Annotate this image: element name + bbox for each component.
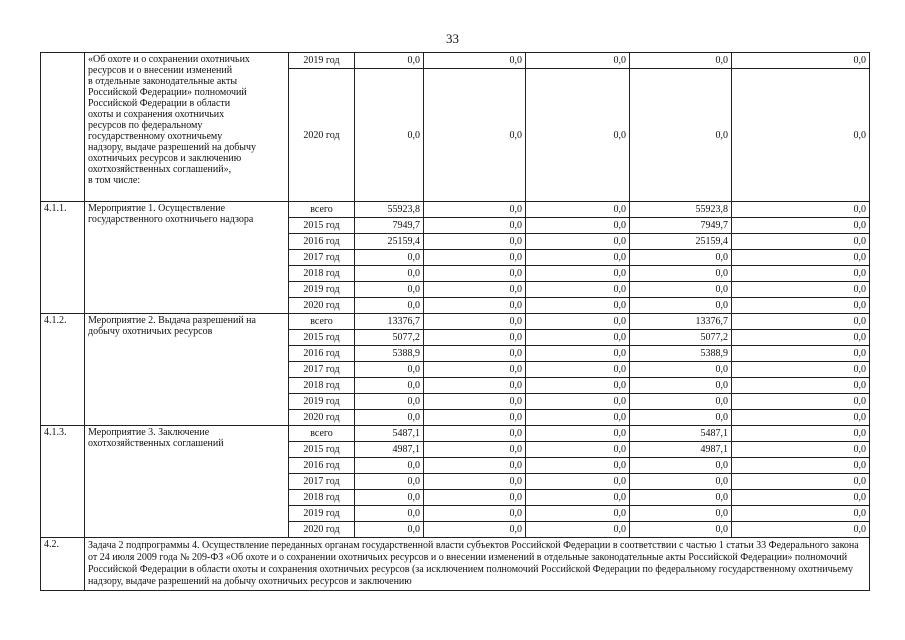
value-cell: 0,0	[732, 426, 870, 442]
value-cell: 4987,1	[355, 442, 424, 458]
year-cell: 2020 год	[289, 298, 355, 314]
value-cell: 0,0	[630, 250, 732, 266]
value-cell: 0,0	[732, 362, 870, 378]
budget-table	[40, 52, 870, 591]
value-cell: 0,0	[732, 69, 870, 202]
value-cell: 0,0	[732, 234, 870, 250]
year-cell: 2018 год	[289, 266, 355, 282]
year-cell: 2018 год	[289, 378, 355, 394]
value-cell: 0,0	[424, 330, 526, 346]
value-cell: 5388,9	[355, 346, 424, 362]
value-cell: 0,0	[526, 442, 630, 458]
year-cell: 2019 год	[289, 282, 355, 298]
value-cell: 0,0	[630, 458, 732, 474]
value-cell: 0,0	[355, 490, 424, 506]
year-cell: всего	[289, 202, 355, 218]
year-cell: всего	[289, 314, 355, 330]
value-cell: 0,0	[732, 506, 870, 522]
value-cell: 0,0	[732, 490, 870, 506]
year-cell: 2015 год	[289, 442, 355, 458]
value-cell: 0,0	[526, 218, 630, 234]
value-cell: 0,0	[355, 474, 424, 490]
measure-title: Мероприятие 2. Выдача разрешений на добычу охотничьих ресурсов	[85, 314, 289, 426]
value-cell: 0,0	[526, 234, 630, 250]
year-cell: 2017 год	[289, 250, 355, 266]
year-cell: всего	[289, 426, 355, 442]
value-cell: 0,0	[424, 474, 526, 490]
value-cell: 0,0	[526, 69, 630, 202]
value-cell: 0,0	[630, 474, 732, 490]
year-cell: 2019 год	[289, 394, 355, 410]
value-cell: 0,0	[424, 250, 526, 266]
year-cell: 2015 год	[289, 330, 355, 346]
measure-title: Мероприятие 1. Осуществление государственного охотничьего надзора	[85, 202, 289, 314]
table-row	[41, 53, 870, 69]
value-cell: 0,0	[424, 490, 526, 506]
value-cell: 0,0	[355, 394, 424, 410]
value-cell: 13376,7	[355, 314, 424, 330]
year-cell: 2019 год	[289, 506, 355, 522]
value-cell: 0,0	[526, 474, 630, 490]
table-row	[41, 202, 870, 218]
value-cell: 0,0	[424, 266, 526, 282]
value-cell: 0,0	[355, 266, 424, 282]
value-cell: 0,0	[732, 266, 870, 282]
value-cell: 0,0	[630, 490, 732, 506]
value-cell: 0,0	[424, 394, 526, 410]
measure-index: 4.1.2.	[41, 314, 85, 426]
value-cell: 0,0	[630, 378, 732, 394]
value-cell: 0,0	[630, 506, 732, 522]
value-cell: 0,0	[526, 202, 630, 218]
value-cell: 7949,7	[630, 218, 732, 234]
value-cell: 0,0	[526, 362, 630, 378]
year-cell: 2015 год	[289, 218, 355, 234]
task-index: 4.2.	[41, 538, 85, 591]
value-cell: 0,0	[526, 282, 630, 298]
year-cell: 2020 год	[289, 69, 355, 202]
value-cell: 7949,7	[355, 218, 424, 234]
value-cell: 0,0	[355, 298, 424, 314]
value-cell: 0,0	[732, 378, 870, 394]
year-cell: 2019 год	[289, 53, 355, 69]
value-cell: 0,0	[630, 410, 732, 426]
value-cell: 25159,4	[355, 234, 424, 250]
value-cell: 0,0	[630, 282, 732, 298]
page-number: 33	[446, 31, 459, 46]
value-cell: 0,0	[355, 362, 424, 378]
value-cell: 0,0	[630, 394, 732, 410]
value-cell: 0,0	[424, 69, 526, 202]
value-cell: 0,0	[732, 250, 870, 266]
value-cell: 0,0	[732, 202, 870, 218]
value-cell: 0,0	[424, 218, 526, 234]
value-cell: 55923,8	[355, 202, 424, 218]
value-cell: 0,0	[355, 506, 424, 522]
value-cell: 4987,1	[630, 442, 732, 458]
value-cell: 0,0	[732, 314, 870, 330]
value-cell: 0,0	[355, 69, 424, 202]
value-cell: 0,0	[526, 314, 630, 330]
index-cell	[41, 53, 85, 202]
value-cell: 0,0	[526, 426, 630, 442]
value-cell: 0,0	[526, 394, 630, 410]
measure-index: 4.1.3.	[41, 426, 85, 538]
value-cell: 0,0	[355, 378, 424, 394]
value-cell: 0,0	[424, 362, 526, 378]
value-cell: 0,0	[424, 346, 526, 362]
value-cell: 0,0	[424, 314, 526, 330]
table-row	[41, 426, 870, 442]
value-cell: 0,0	[732, 522, 870, 538]
value-cell: 0,0	[424, 522, 526, 538]
value-cell: 0,0	[355, 250, 424, 266]
value-cell: 0,0	[526, 490, 630, 506]
value-cell: 0,0	[424, 234, 526, 250]
value-cell: 0,0	[424, 378, 526, 394]
value-cell: 0,0	[732, 442, 870, 458]
measure-title: Мероприятие 3. Заключение охотхозяйственных соглашений	[85, 426, 289, 538]
task-text: Задача 2 подпрограммы 4. Осуществление переданных органам государственной власти субъектов Российской Федерации в соответствии с частью 1 статьи 33 Федерального закона от 24 июля 2009 года № 209-ФЗ «Об охоте и о сохранении охотничьих ресурсов и о внесении изменений в отдельные законодательные акты Российской Федерации» полномочий Российской Федерации в области охоты и сохранения охотничьих ресурсов (за исключением полномочий Российской Федерации по федеральному государственному охотничьему надзору, выдаче разрешений на добычу охотничьих ресурсов и заключению	[85, 538, 870, 591]
value-cell: 0,0	[526, 410, 630, 426]
value-cell: 0,0	[424, 410, 526, 426]
value-cell: 0,0	[355, 410, 424, 426]
value-cell: 5388,9	[630, 346, 732, 362]
value-cell: 0,0	[424, 282, 526, 298]
year-cell: 2020 год	[289, 522, 355, 538]
value-cell: 55923,8	[630, 202, 732, 218]
value-cell: 0,0	[526, 506, 630, 522]
value-cell: 5487,1	[355, 426, 424, 442]
value-cell: 0,0	[355, 458, 424, 474]
value-cell: 0,0	[355, 522, 424, 538]
value-cell: 25159,4	[630, 234, 732, 250]
value-cell: 0,0	[424, 298, 526, 314]
value-cell: 0,0	[526, 378, 630, 394]
value-cell: 0,0	[732, 410, 870, 426]
value-cell: 0,0	[732, 53, 870, 69]
value-cell: 5077,2	[355, 330, 424, 346]
table-row	[41, 314, 870, 330]
year-cell: 2016 год	[289, 346, 355, 362]
year-cell: 2017 год	[289, 362, 355, 378]
value-cell: 0,0	[630, 362, 732, 378]
value-cell: 0,0	[424, 458, 526, 474]
value-cell: 13376,7	[630, 314, 732, 330]
value-cell: 0,0	[732, 458, 870, 474]
continuation-description: «Об охоте и о сохранении охотничьих ресурсов и о внесении изменений в отдельные законодательные акты Российской Федерации» полномочий Российской Федерации в области охоты и сохранения охотничьих ресурсов по федеральному государственному охотничьему надзору, выдаче разрешений на добычу охотничьих ресурсов и заключению охотхозяйственных соглашений», в том числе:	[85, 53, 289, 202]
value-cell: 5487,1	[630, 426, 732, 442]
value-cell: 0,0	[732, 218, 870, 234]
value-cell: 0,0	[526, 346, 630, 362]
value-cell: 0,0	[526, 53, 630, 69]
value-cell: 0,0	[424, 506, 526, 522]
value-cell: 0,0	[424, 202, 526, 218]
value-cell: 0,0	[630, 298, 732, 314]
value-cell: 0,0	[424, 53, 526, 69]
year-cell: 2017 год	[289, 474, 355, 490]
value-cell: 0,0	[630, 69, 732, 202]
year-cell: 2016 год	[289, 234, 355, 250]
value-cell: 0,0	[424, 426, 526, 442]
value-cell: 0,0	[526, 250, 630, 266]
value-cell: 0,0	[355, 53, 424, 69]
value-cell: 0,0	[630, 266, 732, 282]
value-cell: 0,0	[355, 282, 424, 298]
value-cell: 0,0	[526, 330, 630, 346]
measure-index: 4.1.1.	[41, 202, 85, 314]
year-cell: 2020 год	[289, 410, 355, 426]
value-cell: 0,0	[526, 522, 630, 538]
task-row	[41, 538, 870, 591]
value-cell: 0,0	[630, 53, 732, 69]
year-cell: 2016 год	[289, 458, 355, 474]
value-cell: 0,0	[732, 282, 870, 298]
value-cell: 0,0	[526, 266, 630, 282]
value-cell: 0,0	[630, 522, 732, 538]
value-cell: 0,0	[732, 346, 870, 362]
value-cell: 5077,2	[630, 330, 732, 346]
value-cell: 0,0	[424, 442, 526, 458]
value-cell: 0,0	[732, 330, 870, 346]
value-cell: 0,0	[732, 394, 870, 410]
year-cell: 2018 год	[289, 490, 355, 506]
value-cell: 0,0	[526, 298, 630, 314]
value-cell: 0,0	[526, 458, 630, 474]
value-cell: 0,0	[732, 474, 870, 490]
value-cell: 0,0	[732, 298, 870, 314]
